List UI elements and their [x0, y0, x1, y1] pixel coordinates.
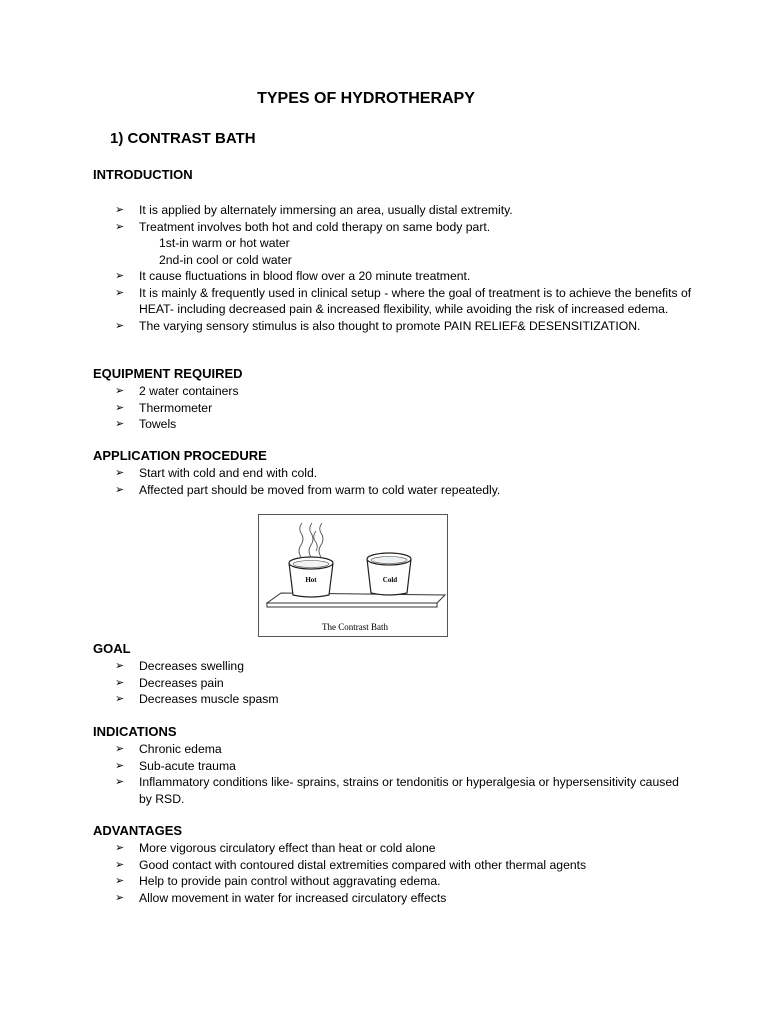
tray-edge [267, 603, 437, 607]
arrow-bullet-icon: ➢ [115, 743, 125, 755]
figure-caption: The Contrast Bath [322, 622, 388, 632]
arrow-bullet-icon: ➢ [115, 270, 125, 282]
arrow-bullet-icon: ➢ [115, 467, 125, 479]
list-item: ➢ Help to provide pain control without aggravating edema. [115, 874, 441, 888]
list-item: ➢ Treatment involves both hot and cold therapy on same body part. [115, 219, 491, 234]
list-item: ➢ Affected part should be moved from warm to cold water repeatedly. [115, 482, 501, 497]
list-item: ➢ Chronic edema [115, 742, 222, 756]
arrow-bullet-icon: ➢ [115, 776, 125, 788]
arrow-bullet-icon: ➢ [115, 759, 125, 772]
arrow-bullet-icon: ➢ [115, 385, 125, 397]
list-item: ➢ Allow movement in water for increased circulatory effects [115, 890, 447, 905]
arrow-bullet-icon: ➢ [115, 693, 125, 705]
procedure-list [93, 465, 693, 498]
arrow-bullet-icon: ➢ [115, 891, 125, 904]
indications-list [93, 741, 693, 807]
goal-section [93, 640, 693, 708]
equipment-section [93, 365, 693, 433]
arrow-bullet-icon: ➢ [115, 319, 125, 332]
list-item: ➢ Towels [115, 417, 177, 431]
list-item: ➢ Start with cold and end with cold. [115, 466, 318, 480]
list-item: ➢ Thermometer [115, 400, 213, 415]
arrow-bullet-icon: ➢ [115, 842, 125, 854]
arrow-bullet-icon: ➢ [115, 858, 125, 871]
list-item: ➢ It is mainly & frequently used in clinical setup - where the goal of treatment is to achieve the benefits of HEAT- including decreased pain & increased flexibility, while avoiding the risk of increased edema. [115, 285, 692, 316]
introduction-list [93, 202, 693, 334]
list-item: ➢ More vigorous circulatory effect than heat or cold alone [115, 841, 436, 855]
equipment-heading: EQUIPMENT REQUIRED [93, 366, 243, 381]
arrow-bullet-icon: ➢ [115, 418, 125, 430]
advantages-list [93, 840, 693, 906]
document-title: TYPES OF HYDROTHERAPY [257, 90, 475, 107]
list-item: ➢ Sub-acute trauma [115, 758, 236, 773]
equipment-list [93, 383, 693, 433]
hot-label: Hot [305, 576, 317, 584]
indications-section [93, 723, 693, 807]
sub-item: 1st-in warm or hot water [159, 236, 290, 250]
advantages-heading: ADVANTAGES [93, 823, 183, 838]
procedure-section [93, 447, 693, 498]
goal-heading: GOAL [93, 641, 131, 656]
sub-item: 2nd-in cool or cold water [159, 252, 292, 267]
arrow-bullet-icon: ➢ [115, 220, 125, 233]
steam-icon [299, 523, 323, 557]
introduction-section [93, 166, 693, 334]
list-item: ➢ 2 water containers [115, 384, 239, 398]
list-item: ➢ Inflammatory conditions like- sprains, strains or tendonitis or hyperalgesia or hypersensitivity caused by RSD. [115, 775, 679, 806]
arrow-bullet-icon: ➢ [115, 204, 125, 216]
arrow-bullet-icon: ➢ [115, 875, 125, 887]
arrow-bullet-icon: ➢ [115, 401, 125, 414]
introduction-heading: INTRODUCTION [93, 167, 193, 182]
list-item: ➢ It is applied by alternately immersing an area, usually distal extremity. [115, 203, 513, 217]
arrow-bullet-icon: ➢ [115, 286, 125, 299]
list-item: ➢ The varying sensory stimulus is also thought to promote PAIN RELIEF& DESENSITIZATION. [115, 318, 641, 333]
list-item: ➢ Decreases muscle spasm [115, 692, 279, 706]
arrow-bullet-icon: ➢ [115, 483, 125, 496]
indications-heading: INDICATIONS [93, 724, 177, 739]
arrow-bullet-icon: ➢ [115, 676, 125, 689]
list-item: ➢ Good contact with contoured distal extremities compared with other thermal agents [115, 857, 587, 872]
advantages-section [93, 822, 693, 906]
contrast-bath-figure [258, 514, 448, 637]
list-item: ➢ It cause fluctuations in blood flow over a 20 minute treatment. [115, 269, 471, 283]
arrow-bullet-icon: ➢ [115, 660, 125, 672]
cold-label: Cold [382, 576, 398, 584]
goal-list [93, 658, 693, 708]
cold-container [367, 553, 411, 595]
section-title-contrast-bath: 1) CONTRAST BATH [110, 130, 256, 147]
procedure-heading: APPLICATION PROCEDURE [93, 448, 267, 463]
contrast-bath-illustration [259, 515, 447, 636]
list-item: ➢ Decreases swelling [115, 659, 244, 673]
list-item: ➢ Decreases pain [115, 675, 224, 690]
